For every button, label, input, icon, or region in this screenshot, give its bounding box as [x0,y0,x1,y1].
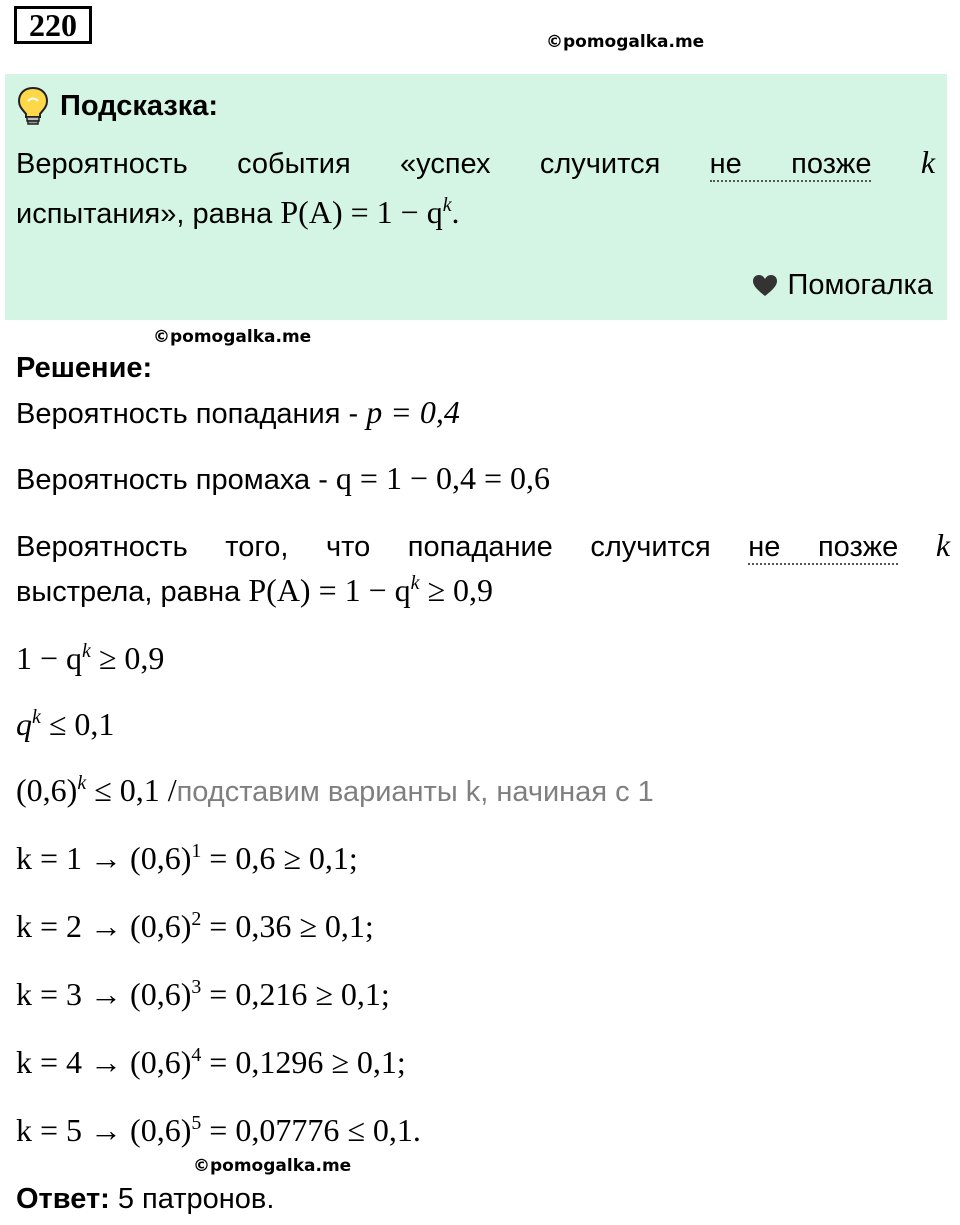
condition-line1 [16,522,950,571]
hint-text-line1 [16,138,935,188]
answer-label: Ответ: [16,1183,110,1215]
trial-row-5: $k = 5 \to (0,6)^5 = 0,07776 \le 0,1$. [16,1112,421,1148]
heart-icon [752,274,778,298]
condition-line2 [16,572,493,609]
task-number: 220 [14,6,92,44]
hit-label: Вероятность попадания - [16,398,367,430]
lightbulb-icon [16,86,50,126]
hint-var-k: k [920,144,936,180]
condition-formula: $P(A) = 1 - q^k \ge 0,9$ [248,572,494,608]
hint-title: Подсказка: [60,89,219,122]
substitution-note: подставим варианты k, начиная с 1 [176,776,654,808]
signature [752,269,933,302]
answer-text: 5 патронов. [109,1183,275,1215]
miss-label: Вероятность промаха - [16,464,336,496]
condition-part1: Вероятность того, что попадание случится [16,531,711,563]
signature-text: Помогалка [787,269,933,301]
condition-var-k: k [935,527,951,563]
solution-title: Решение: [16,352,153,384]
watermark-top: ©pomogalka.me [546,32,705,52]
hint-text-part2: испытания», равна [16,198,273,230]
hint-text-line2 [16,188,935,238]
hint-formula: $P(A) = 1 - q^k$. [280,194,460,230]
condition-underlined: не позже [748,531,899,563]
answer [16,1183,274,1216]
miss-formula: q = 1 − 0,4 = 0,6 [335,460,551,496]
condition-part2: выстрела, равна [16,576,241,608]
trial-row-3: $k = 3 \to (0,6)^3 = 0,216 \ge 0,1$; [16,976,390,1012]
trial-row-2: $k = 2 \to (0,6)^2 = 0,36 \ge 0,1$; [16,908,374,944]
hit-formula: p = 0,4 [366,394,460,430]
miss-probability [16,460,550,497]
hint-text-part1: Вероятность события «успех случится [16,148,661,180]
hint-box [5,74,947,320]
trial-row-4: $k = 4 \to (0,6)^4 = 0,1296 \ge 0,1$; [16,1044,406,1080]
hit-probability [16,394,460,431]
inequality-1: $1 - q^k \ge 0,9$ [16,640,165,676]
watermark-bottom: ©pomogalka.me [193,1156,352,1176]
inequality-3: $(0,6)^k \le 0,1$ /подставим варианты k, начиная с 1 [16,772,654,808]
trial-row-1: $k = 1 \to (0,6)^1 = 0,6 \ge 0,1$; [16,840,358,876]
watermark-middle: ©pomogalka.me [153,327,312,347]
hint-underlined: не позже [709,148,872,180]
inequality-2: $q^k \le 0,1$ [16,706,115,742]
